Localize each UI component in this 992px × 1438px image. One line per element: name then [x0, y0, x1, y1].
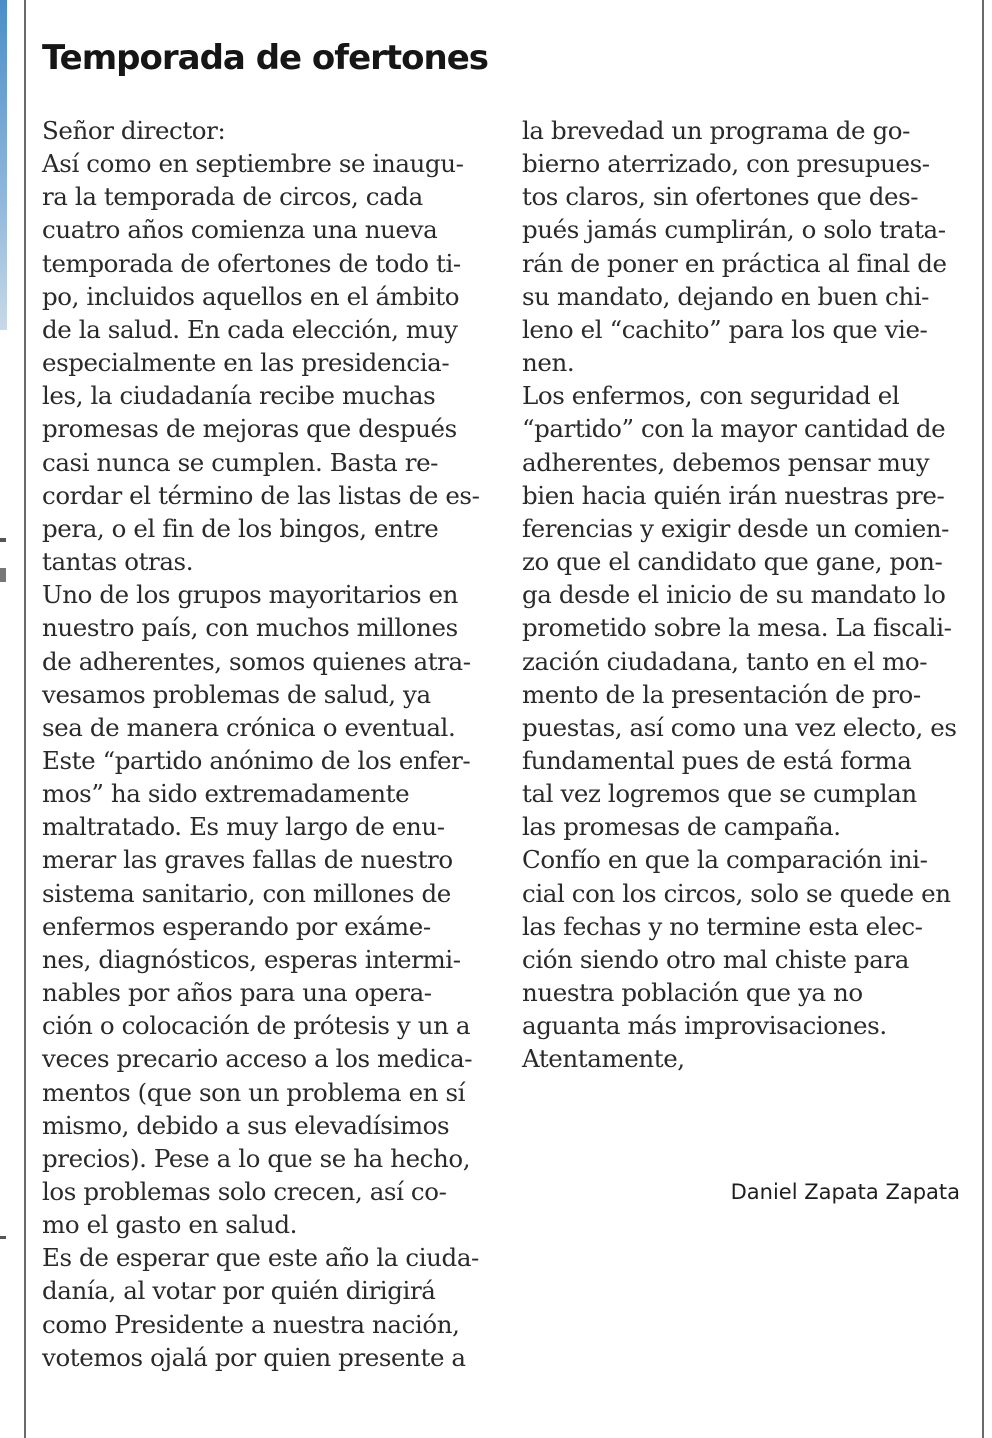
- text-line: puestas, así como una vez electo, es: [522, 712, 957, 742]
- text-line: veces precario acceso a los medica-: [42, 1044, 473, 1074]
- text-line: “partido” con la mayor cantidad de: [522, 414, 946, 444]
- text-line: Este “partido anónimo de los enfer-: [42, 745, 471, 775]
- text-line: promesas de mejoras que después: [42, 414, 457, 444]
- text-line: rán de poner en práctica al final de: [522, 248, 947, 278]
- text-line: mismo, debido a sus elevadísimos: [42, 1110, 450, 1140]
- text-line: po, incluidos aquellos en el ámbito: [42, 281, 460, 311]
- text-line: pués jamás cumplirán, o solo trata-: [522, 215, 946, 245]
- article-column-left: [42, 114, 492, 1374]
- text-line: nes, diagnósticos, esperas intermi-: [42, 944, 461, 974]
- text-line: bierno aterrizado, con presupues-: [522, 149, 930, 179]
- text-line: leno el “cachito” para los que vie-: [522, 314, 928, 344]
- text-line: ción o colocación de prótesis y un a: [42, 1011, 471, 1041]
- text-line: las fechas y no termine esta elec-: [522, 911, 923, 941]
- text-line: como Presidente a nuestra nación,: [42, 1309, 460, 1339]
- text-line: enfermos esperando por exáme-: [42, 911, 431, 941]
- article-headline: Temporada de ofertones: [42, 38, 489, 78]
- text-line: aguanta más improvisaciones.: [522, 1011, 887, 1041]
- text-line: tal vez logremos que se cumplan: [522, 779, 917, 809]
- text-line: de adherentes, somos quienes atra-: [42, 646, 471, 676]
- text-line: la brevedad un programa de go-: [522, 116, 911, 145]
- text-line: los problemas solo crecen, así co-: [42, 1177, 447, 1206]
- text-line: Es de esperar que este año la ciuda-: [42, 1243, 479, 1273]
- text-line: merar las graves fallas de nuestro: [42, 845, 453, 875]
- text-line: cuatro años comienza una nueva: [42, 215, 438, 245]
- text-line: pera, o el fin de los bingos, entre: [42, 513, 439, 543]
- text-line: Señor director:: [42, 116, 226, 145]
- text-line: su mandato, dejando en buen chi-: [522, 281, 930, 311]
- text-line: les, la ciudadanía recibe muchas: [42, 381, 436, 411]
- text-line: ga desde el inicio de su mandato lo: [522, 580, 946, 610]
- text-line: ferencias y exigir desde un comien-: [522, 513, 950, 543]
- text-line: zo que el candidato que gane, pon-: [522, 547, 943, 577]
- text-line: Así como en septiembre se inaugu-: [42, 149, 464, 179]
- text-line: mo el gasto en salud.: [42, 1210, 298, 1240]
- text-line: tantas otras.: [42, 547, 194, 577]
- text-line: vesamos problemas de salud, ya: [42, 679, 431, 709]
- text-line: especialmente en las presidencia-: [42, 348, 450, 378]
- text-line: las promesas de campaña.: [522, 812, 841, 842]
- text-line: de la salud. En cada elección, muy: [42, 314, 458, 344]
- text-line: cial con los circos, solo se quede en: [522, 878, 951, 908]
- text-line: Confío en que la comparación ini-: [522, 845, 928, 875]
- text-line: nuestra población que ya no: [522, 978, 863, 1008]
- text-line: maltratado. Es muy largo de enu-: [42, 812, 445, 842]
- text-line: temporada de ofertones de todo ti-: [42, 248, 461, 278]
- text-line: adherentes, debemos pensar muy: [522, 447, 930, 477]
- text-line: precios). Pese a lo que se ha hecho,: [42, 1143, 471, 1173]
- text-line: casi nunca se cumplen. Basta re-: [42, 447, 439, 477]
- text-line: tos claros, sin ofertones que des-: [522, 182, 919, 212]
- text-line: votemos ojalá por quien presente a: [42, 1342, 466, 1372]
- text-line: sistema sanitario, con millones de: [42, 878, 451, 908]
- text-line: cordar el término de las listas de es-: [42, 480, 480, 510]
- text-line: Uno de los grupos mayoritarios en: [42, 580, 459, 610]
- adjacent-page-image-strip: [0, 0, 7, 330]
- text-line: ción siendo otro mal chiste para: [522, 944, 909, 974]
- text-line: prometido sobre la mesa. La fiscali-: [522, 613, 952, 643]
- text-line: nables por años para una opera-: [42, 978, 432, 1008]
- text-line: danía, al votar por quién dirigirá: [42, 1276, 436, 1306]
- author-signature: Daniel Zapata Zapata: [730, 1180, 960, 1204]
- text-line: nuestro país, con muchos millones: [42, 613, 458, 643]
- text-line: mento de la presentación de pro-: [522, 679, 921, 709]
- text-line: mos” ha sido extremadamente: [42, 779, 410, 809]
- text-line: Atentamente,: [522, 1044, 685, 1074]
- text-line: nen.: [522, 348, 575, 378]
- text-line: fundamental pues de está forma: [522, 745, 912, 775]
- text-line: Los enfermos, con seguridad el: [522, 381, 900, 411]
- text-line: zación ciudadana, tanto en el mo-: [522, 646, 928, 676]
- text-line: sea de manera crónica o eventual.: [42, 712, 456, 742]
- text-line: ra la temporada de circos, cada: [42, 182, 423, 212]
- text-line: mentos (que son un problema en sí: [42, 1077, 466, 1107]
- text-line: bien hacia quién irán nuestras pre-: [522, 480, 945, 510]
- article-column-right: [522, 114, 967, 1076]
